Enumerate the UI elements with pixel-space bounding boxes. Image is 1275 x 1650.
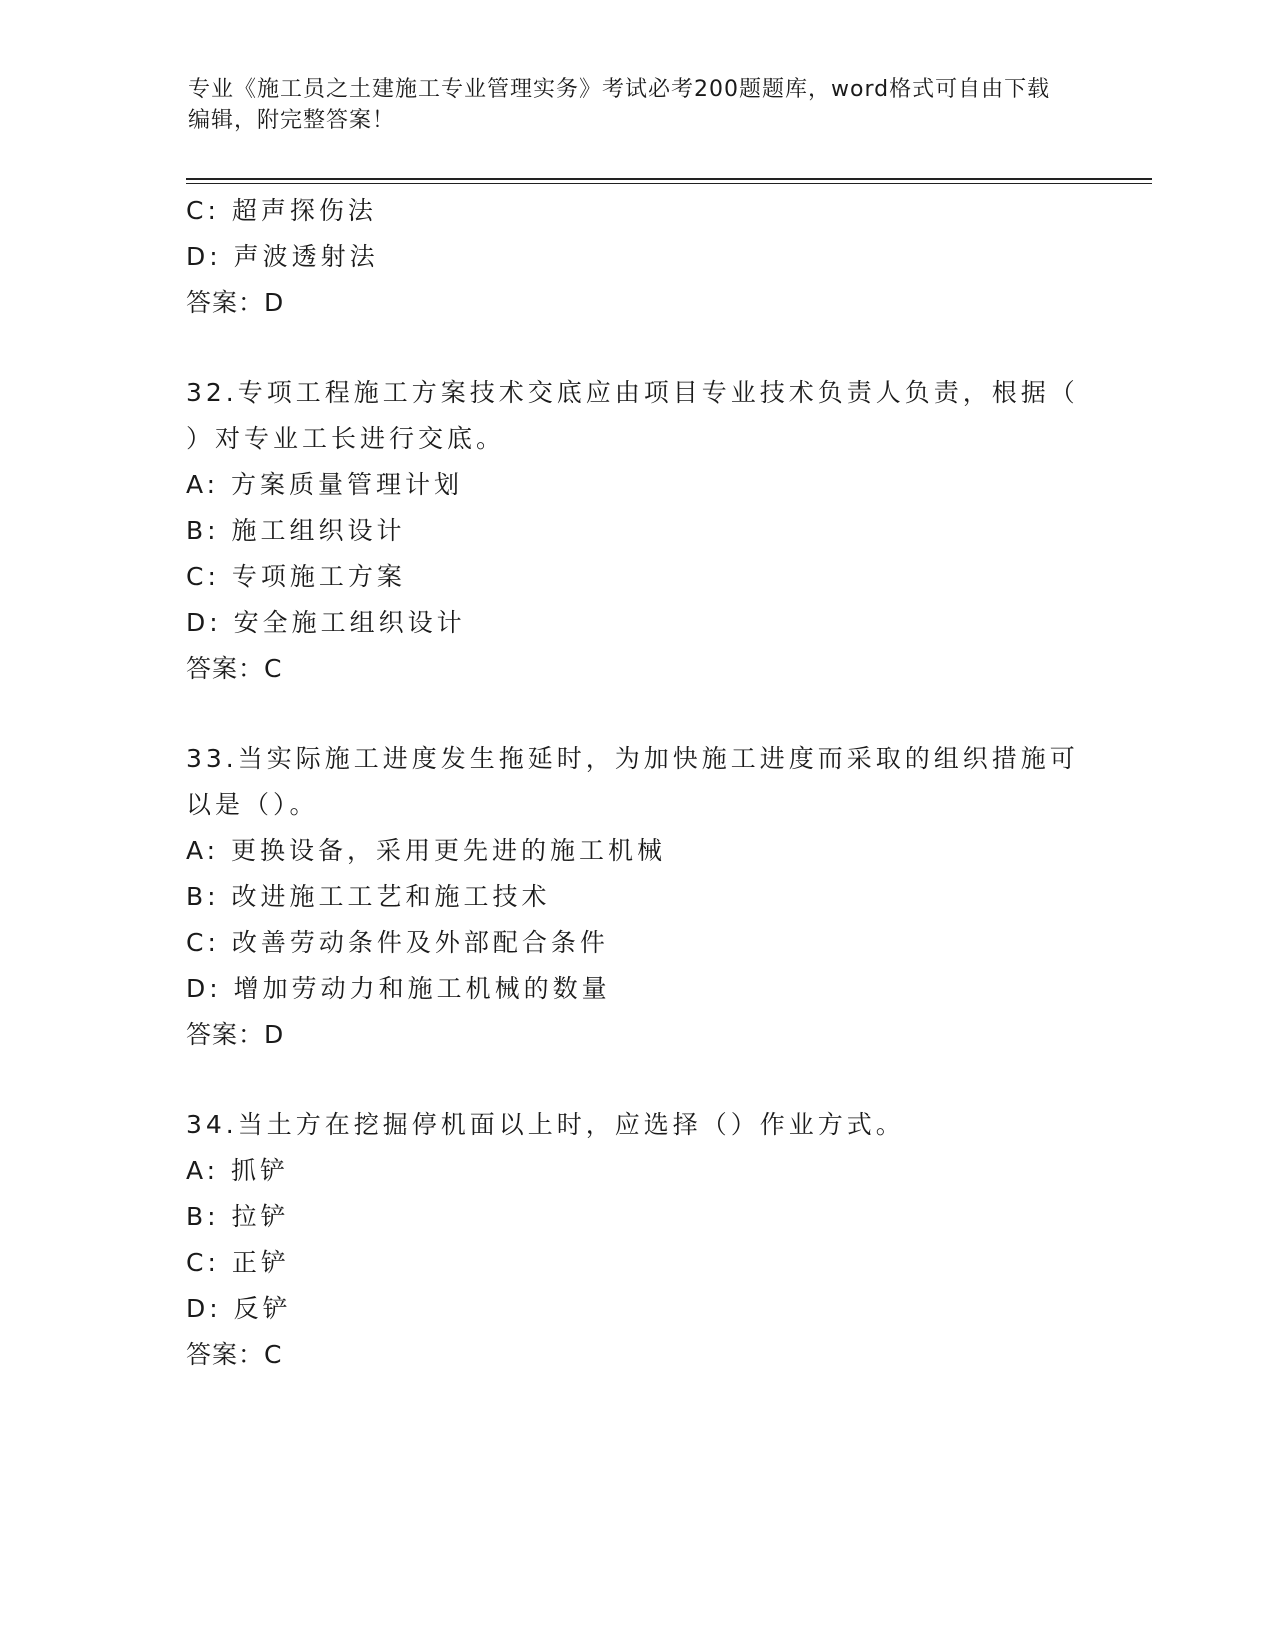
carry-over-block	[186, 188, 1086, 326]
question-33	[186, 736, 1086, 1058]
answer-line: 答案：D	[186, 1020, 285, 1049]
header-rule-thick	[186, 178, 1152, 180]
option-c: C: 专项施工方案	[186, 562, 406, 591]
question-34	[186, 1102, 1086, 1378]
option-a: A: 更换设备，采用更先进的施工机械	[186, 836, 667, 865]
page-header: 专业《施工员之土建施工专业管理实务》考试必考200题题库，word格式可自由下载编辑，附完整答案！	[188, 77, 1051, 133]
question-text: 34.当土方在挖掘停机面以上时，应选择（）作业方式。	[186, 1110, 905, 1139]
answer-line: 答案：C	[186, 654, 283, 683]
question-32	[186, 370, 1086, 692]
question-text: 33.当实际施工进度发生拖延时，为加快施工进度而采取的组织措施可	[186, 744, 1079, 773]
answer-line: 答案：C	[186, 1340, 283, 1369]
option-d: D: 增加劳动力和施工机械的数量	[186, 974, 611, 1003]
spacer	[186, 326, 1086, 370]
option-c: C: 改善劳动条件及外部配合条件	[186, 928, 609, 957]
answer-line: 答案：D	[186, 288, 285, 317]
option-c: C: 超声探伤法	[186, 196, 377, 225]
question-text-continued: ）对专业工长进行交底。	[186, 424, 506, 453]
question-text: 32.专项工程施工方案技术交底应由项目专业技术负责人负责，根据（	[186, 378, 1079, 407]
spacer	[186, 1058, 1086, 1102]
option-d: D: 声波透射法	[186, 242, 379, 271]
spacer	[186, 692, 1086, 736]
question-text-continued: 以是（）。	[186, 790, 319, 819]
question-content	[186, 188, 1086, 1378]
option-d: D: 反铲	[186, 1294, 292, 1323]
option-a: A: 抓铲	[186, 1156, 290, 1185]
option-c: C: 正铲	[186, 1248, 290, 1277]
option-b: B: 拉铲	[186, 1202, 290, 1231]
option-a: A: 方案质量管理计划	[186, 470, 464, 499]
option-d: D: 安全施工组织设计	[186, 608, 466, 637]
header-rule-thin	[186, 183, 1152, 184]
option-b: B: 改进施工工艺和施工技术	[186, 882, 551, 911]
option-b: B: 施工组织设计	[186, 516, 406, 545]
